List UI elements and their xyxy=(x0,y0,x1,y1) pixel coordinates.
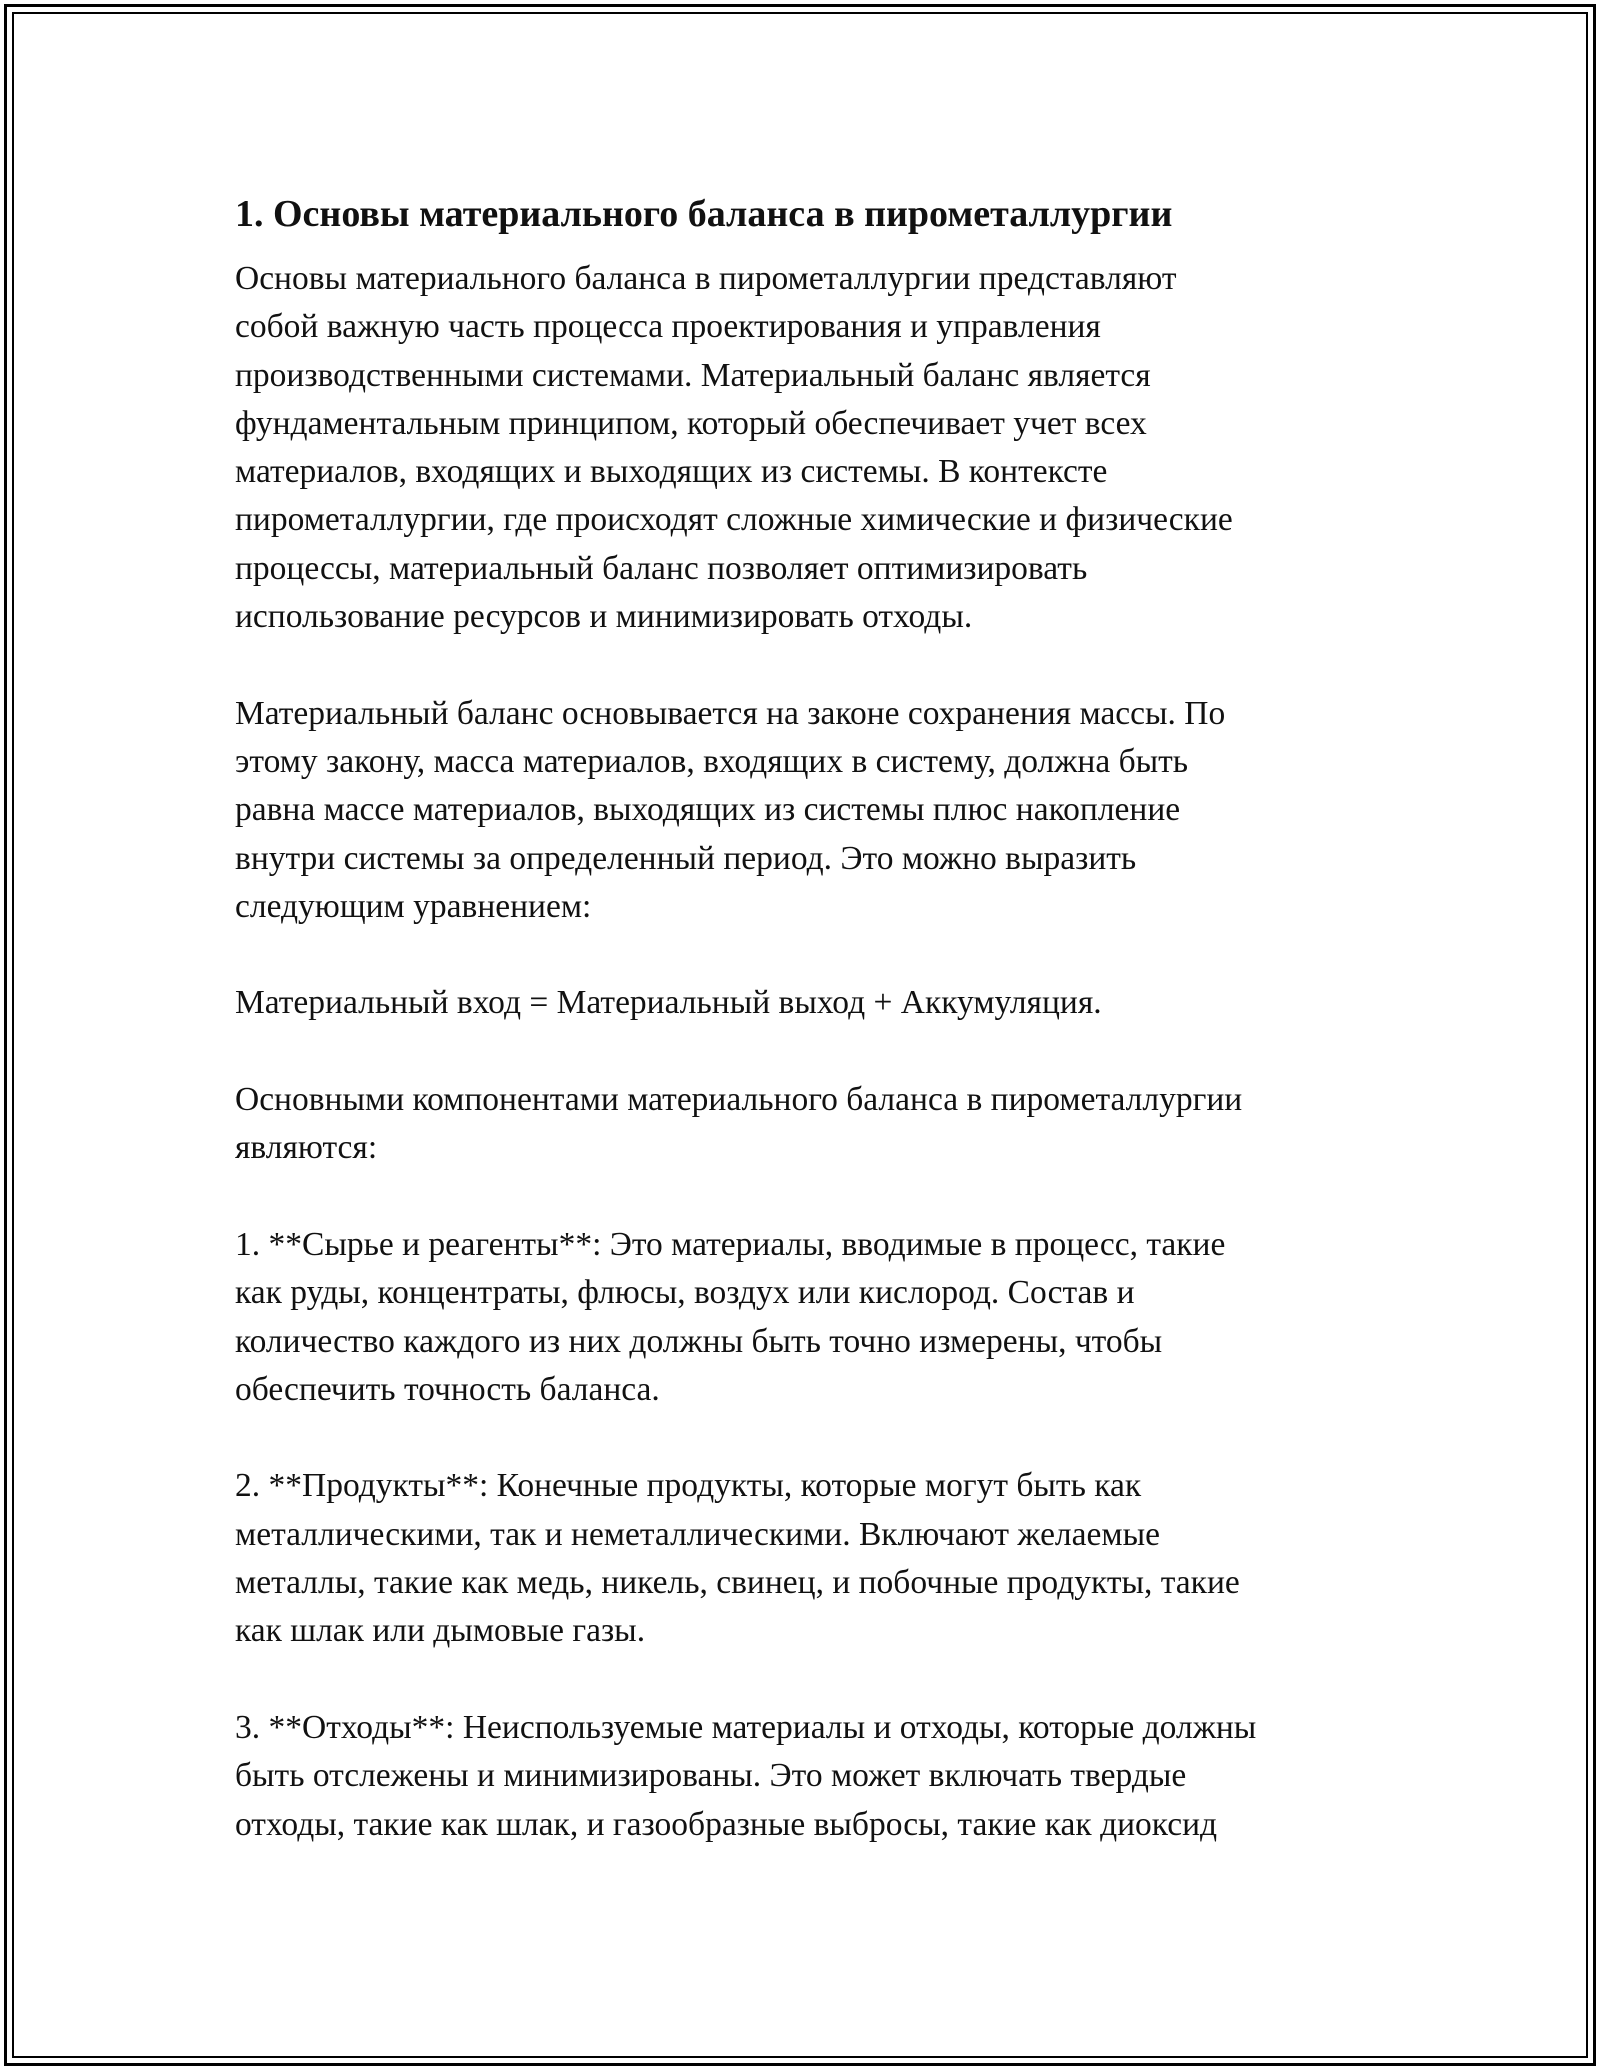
list-item-line: обеспечить точность баланса. xyxy=(235,1370,660,1408)
text-line: фундаментальным принципом, который обеспечивает учет всех xyxy=(235,404,1147,442)
list-item-line: металлы, такие как медь, никель, свинец, и побочные продукты, такие xyxy=(235,1564,1240,1602)
text-line: собой важную часть процесса проектирования и управления xyxy=(235,308,1101,346)
list-item-line: количество каждого из них должны быть точно измерены, чтобы xyxy=(235,1322,1163,1360)
list-item-line: как шлак или дымовые газы. xyxy=(235,1612,646,1650)
list-item-line: отходы, такие как шлак, и газообразные выбросы, такие как диоксид xyxy=(235,1805,1218,1843)
blank-line xyxy=(235,1656,1385,1704)
text-line: материалов, входящих и выходящих из системы. В контексте xyxy=(235,453,1108,491)
blank-line xyxy=(235,931,1385,979)
blank-line xyxy=(235,1173,1385,1221)
text-line: внутри системы за определенный период. Это можно выразить xyxy=(235,839,1137,877)
list-item-line: 3. **Отходы**: Неиспользуемые материалы и отходы, которые должны xyxy=(235,1708,1257,1746)
text-line: процессы, материальный баланс позволяет оптимизировать xyxy=(235,549,1088,587)
list-item-line: металлическими, так и неметаллическими. Включают желаемые xyxy=(235,1515,1160,1553)
blank-line xyxy=(235,1414,1385,1462)
text-line: пирометаллургии, где происходят сложные химические и физические xyxy=(235,501,1233,539)
list-item-line: 1. **Сырье и реагенты**: Это материалы, вводимые в процесс, такие xyxy=(235,1225,1226,1263)
text-line: использование ресурсов и минимизировать отходы. xyxy=(235,598,973,636)
text-line: Материальный баланс основывается на законе сохранения массы. По xyxy=(235,694,1226,732)
document-body xyxy=(235,188,1385,1849)
blank-line xyxy=(235,641,1385,689)
list-item-line: 2. **Продукты**: Конечные продукты, которые могут быть как xyxy=(235,1467,1142,1505)
blank-line xyxy=(235,1028,1385,1076)
text-line: этому закону, масса материалов, входящих в систему, должна быть xyxy=(235,742,1189,780)
text-line: Основы материального баланса в пирометаллургии представляют xyxy=(235,260,1177,297)
text-line: равна массе материалов, выходящих из системы плюс накопление xyxy=(235,791,1181,829)
equation-line: Материальный вход = Материальный выход + Аккумуляция. xyxy=(235,984,1102,1022)
list-item-line: как руды, концентраты, флюсы, воздух или кислород. Состав и xyxy=(235,1274,1135,1312)
text-line: являются: xyxy=(235,1129,378,1167)
list-item-line: быть отслежены и минимизированы. Это может включать твердые xyxy=(235,1757,1187,1795)
document-text xyxy=(235,255,1385,1849)
section-heading: 1. Основы материального баланса в пирометаллургии xyxy=(235,193,1173,235)
text-line: следующим уравнением: xyxy=(235,887,592,925)
text-line: Основными компонентами материального баланса в пирометаллургии xyxy=(235,1081,1243,1119)
text-line: производственными системами. Материальный баланс является xyxy=(235,356,1151,394)
